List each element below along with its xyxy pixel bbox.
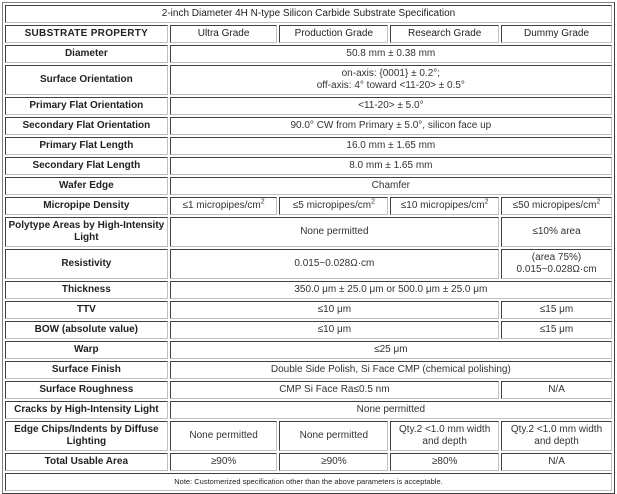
value-production [279, 197, 388, 215]
table-row [5, 217, 612, 247]
table-row [5, 157, 612, 175]
row-value: 8.0 mm ± 1.65 mm [170, 157, 612, 175]
value-dummy: N/A [501, 453, 612, 471]
value-production: ≥90% [279, 453, 388, 471]
row-label: Total Usable Area [5, 453, 168, 471]
row-label: Warp [5, 341, 168, 359]
table-row [5, 281, 612, 299]
note-row [5, 473, 612, 491]
row-label: BOW (absolute value) [5, 321, 168, 339]
value-text: ≤50 micropipes/cm [512, 200, 597, 211]
table-row [5, 197, 612, 215]
header-substrate-property: SUBSTRATE PROPERTY [5, 25, 168, 43]
value-text: ≤1 micropipes/cm [182, 200, 261, 211]
row-label: Secondary Flat Length [5, 157, 168, 175]
value-ultra [170, 197, 278, 215]
superscript: 2 [484, 198, 489, 206]
header-production-grade: Production Grade [279, 25, 388, 43]
row-label: Wafer Edge [5, 177, 168, 195]
value-line: off-axis: 4° toward <11-20> ± 0.5° [316, 80, 465, 91]
row-value: 16.0 mm ± 1.65 mm [170, 137, 612, 155]
superscript: 2 [596, 198, 601, 206]
value-dummy: ≤15 μm [501, 321, 612, 339]
header-research-grade: Research Grade [390, 25, 499, 43]
table-row [5, 401, 612, 419]
header-dummy-grade: Dummy Grade [501, 25, 612, 43]
row-label: Surface Orientation [5, 65, 168, 95]
table-row [5, 177, 612, 195]
row-label: Diameter [5, 45, 168, 63]
value-dummy: Qty.2 <1.0 mm width and depth [501, 421, 612, 451]
table-row [5, 453, 612, 471]
row-label: TTV [5, 301, 168, 319]
row-label: Cracks by High-Intensity Light [5, 401, 168, 419]
value-line: (area 75%) [531, 252, 582, 263]
row-value: 90.0° CW from Primary ± 5.0°, silicon face up [170, 117, 612, 135]
value-dummy: ≤10% area [501, 217, 612, 247]
table-row [5, 301, 612, 319]
row-value: 350.0 μm ± 25.0 μm or 500.0 μm ± 25.0 μm [170, 281, 612, 299]
row-value [170, 65, 612, 95]
header-row [5, 25, 612, 43]
value-dummy: ≤15 μm [501, 301, 612, 319]
row-value: 0.015~0.028Ω·cm [170, 249, 499, 279]
value-dummy [501, 249, 612, 279]
value-ultra: None permitted [170, 421, 278, 451]
table-row [5, 97, 612, 115]
value-research: ≥80% [390, 453, 499, 471]
row-value: 50.8 mm ± 0.38 mm [170, 45, 612, 63]
table-title: 2-inch Diameter 4H N-type Silicon Carbide Substrate Specification [5, 5, 612, 23]
table-row [5, 249, 612, 279]
value-line: on-axis: {0001} ± 0.2°; [341, 68, 441, 79]
superscript: 2 [260, 198, 265, 206]
row-label: Edge Chips/Indents by Diffuse Lighting [5, 421, 168, 451]
value-research: Qty.2 <1.0 mm width and depth [390, 421, 499, 451]
row-value: CMP Si Face Ra≤0.5 nm [170, 381, 499, 399]
row-label: Primary Flat Length [5, 137, 168, 155]
value-text: ≤10 micropipes/cm [400, 200, 485, 211]
header-ultra-grade: Ultra Grade [170, 25, 278, 43]
table-row [5, 321, 612, 339]
row-value: Chamfer [170, 177, 612, 195]
spec-table [2, 2, 615, 494]
value-dummy: N/A [501, 381, 612, 399]
row-value: ≤25 μm [170, 341, 612, 359]
row-label: Surface Finish [5, 361, 168, 379]
value-line: 0.015~0.028Ω·cm [516, 264, 597, 275]
table-row [5, 45, 612, 63]
row-label: Thickness [5, 281, 168, 299]
row-label: Primary Flat Orientation [5, 97, 168, 115]
table-row [5, 361, 612, 379]
value-text: ≤5 micropipes/cm [292, 200, 372, 211]
table-row [5, 65, 612, 95]
row-label: Polytype Areas by High-Intensity Light [5, 217, 168, 247]
row-value: Double Side Polish, Si Face CMP (chemical polishing) [170, 361, 612, 379]
table-row [5, 341, 612, 359]
row-value: ≤10 μm [170, 301, 499, 319]
superscript: 2 [371, 198, 375, 206]
row-value: ≤10 μm [170, 321, 499, 339]
row-value: <11-20> ± 5.0° [170, 97, 612, 115]
row-label: Surface Roughness [5, 381, 168, 399]
value-dummy [501, 197, 612, 215]
row-label: Micropipe Density [5, 197, 168, 215]
table-row [5, 137, 612, 155]
title-row [5, 5, 612, 23]
row-label: Secondary Flat Orientation [5, 117, 168, 135]
row-value: None permitted [170, 217, 499, 247]
value-research [390, 197, 499, 215]
row-value: None permitted [170, 401, 612, 419]
row-label: Resistivity [5, 249, 168, 279]
value-ultra: ≥90% [170, 453, 278, 471]
value-production: None permitted [279, 421, 388, 451]
table-row [5, 421, 612, 451]
table-note: Note: Customerized specification other than the above parameters is acceptable. [5, 473, 612, 491]
table-row [5, 381, 612, 399]
table-row [5, 117, 612, 135]
